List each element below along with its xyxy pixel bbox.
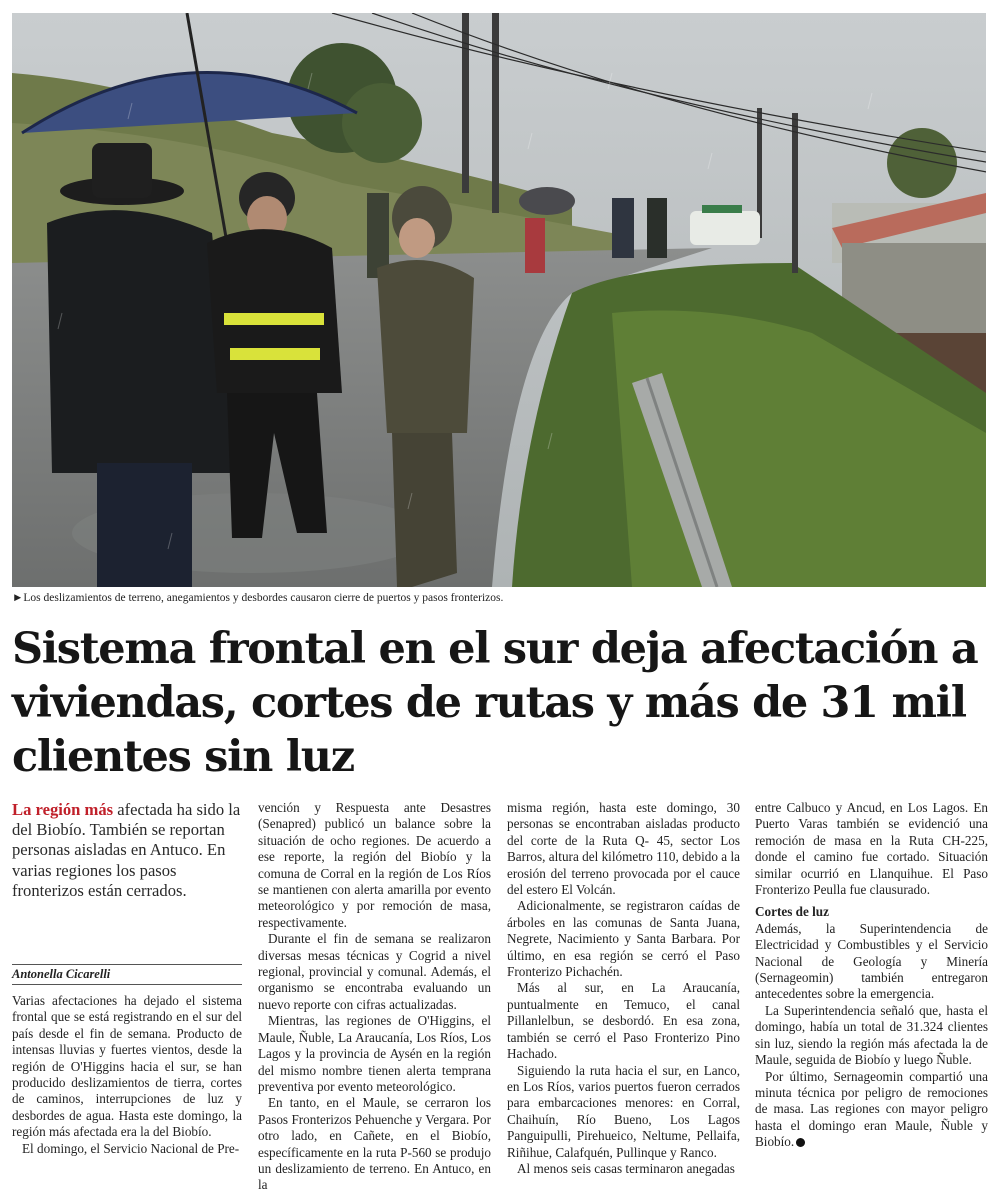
paragraph: Mientras, las regiones de O'Higgins, el Maule, Ñuble, La Araucanía, Los Ríos, Los Lagos y la provincia de Aysén en la región del mismo nombre tienen alerta temprana preventiva por evento meteorológico.	[258, 1013, 491, 1094]
paragraph: Varias afectaciones ha dejado el sistema frontal que se está registrando en el sur del país desde el fin de semana. Producto de intensas lluvias y fuertes vientos, desde la región de O'Higgins hacia el sur, se han producido deslizamientos de tierra, cortes de caminos, interrupciones de luz y desbordes de agua. Hasta este domingo, la región más afectada era la del Biobío.	[12, 993, 242, 1140]
paragraph: misma región, hasta este domingo, 30 personas se encontraban aisladas producto del corte de la Ruta Q- 45, sector Los Barros, altura del kilómetro 110, debido a la erosión del terreno provocada por el cauce del estero El Volcán.	[507, 800, 740, 898]
caption-text: Los deslizamientos de terreno, anegamientos y desbordes causaron cierre de puertos y pasos fronterizos.	[23, 592, 504, 604]
paragraph: Adicionalmente, se registraron caídas de árboles en las comunas de Santa Juana, Negrete, Nacimiento y Santa Barbara. Por último, en esa región se cerró el Paso Fronterizo Pichachén.	[507, 898, 740, 980]
news-photo	[12, 13, 986, 587]
paragraph: vención y Respuesta ante Desastres (Senapred) publicó un balance sobre la situación de ocho regiones. De acuerdo a ese reporte, la región del Biobío y la comuna de Corral en la región de Los Ríos se mantienen con alerta amarilla por evento meteorológico y por remoción de masa, respectivamente.	[258, 800, 491, 930]
section-subhead: Cortes de luz	[755, 904, 829, 920]
byline-bottom-rule	[12, 984, 242, 985]
paragraph: La Superintendencia señaló que, hasta el domingo, había un total de 31.324 clientes sin luz, siendo la región más afectada la de Maule, seguida de Biobío y luego Ñuble.	[755, 1002, 988, 1068]
paragraph: Más al sur, en La Araucanía, puntualmente en Temuco, el canal Pillanlelbun, se desbordó. En esa zona, también se cerró el Paso Fronterizo Pino Hachado.	[507, 980, 740, 1062]
paragraph: Durante el fin de semana se realizaron diversas mesas técnicas y Cogrid a nivel regional, provincial y comunal. Además, el organismo se encontraba evaluando un nuevo reporte con cifras actualizadas.	[258, 931, 491, 1012]
paragraph: El domingo, el Servicio Nacional de Pre-	[22, 1140, 240, 1156]
photo-rain-landslide-icon	[12, 13, 986, 587]
paragraph: Siguiendo la ruta hacia el sur, en Lanco, en Los Ríos, varios puertos fueron cerrados para embarcaciones menores: en Corral, Chaihuín, Río Bueno, Los Lagos Panguipulli, Pirehueico, Neltume, Pellaifa, Riñihue, Calafquén, Pullinque y Ranco.	[507, 1062, 740, 1160]
end-of-article-icon	[796, 1138, 805, 1147]
caption-marker-icon: ►	[12, 592, 24, 604]
paragraph: En tanto, en el Maule, se cerraron los Pasos Fronterizos Pehuenche y Vergara. Por otro lado, en Cañete, en el Biobío, específicamente en la ruta P-560 se produjo un deslizamiento de terreno. En Antuco, en la	[258, 1095, 491, 1193]
byline: Antonella Cicarelli	[12, 967, 111, 981]
lead-text: afectada ha sido la del Biobío. También se reportan personas aisladas en Antuco. En varias regiones los pasos fronterizos están cerrados.	[12, 800, 241, 900]
article-headline: Sistema frontal en el sur deja afectación a viviendas, cortes de rutas y más de 31 mil clientes sin luz	[12, 624, 978, 782]
article-column-4	[755, 800, 988, 1151]
photo-caption	[12, 592, 988, 604]
article-column-3	[507, 800, 740, 1177]
paragraph	[755, 1069, 988, 1151]
article-column-2	[258, 800, 491, 1194]
lead-kicker: La región más	[12, 800, 114, 819]
article-body-column-1	[12, 993, 242, 1157]
paragraph: entre Calbuco y Ancud, en Los Lagos. En Puerto Varas también se evidenció una remoción de masa en la Ruta CH-225, donde el camino fue cortado. Situación similar ocurrió en Llanquihue. El Paso Fronterizo Peulla fue clausurado.	[755, 800, 988, 898]
article-lead	[12, 800, 242, 901]
article-column-1	[12, 800, 242, 901]
byline-top-rule	[12, 964, 242, 965]
paragraph: Al menos seis casas terminaron anegadas	[517, 1160, 735, 1176]
paragraph-text: Por último, Sernageomin compartió una minuta técnica por peligro de remociones de masa. Las regiones con mayor peligro hasta el domingo eran Maule, Ñuble y Biobío.	[755, 1068, 988, 1150]
paragraph: Además, la Superintendencia de Electricidad y Combustibles y el Servicio Nacional de Geología y Minería (Sernageomin) también entregaron antecedentes sobre la emergencia.	[755, 920, 988, 1002]
